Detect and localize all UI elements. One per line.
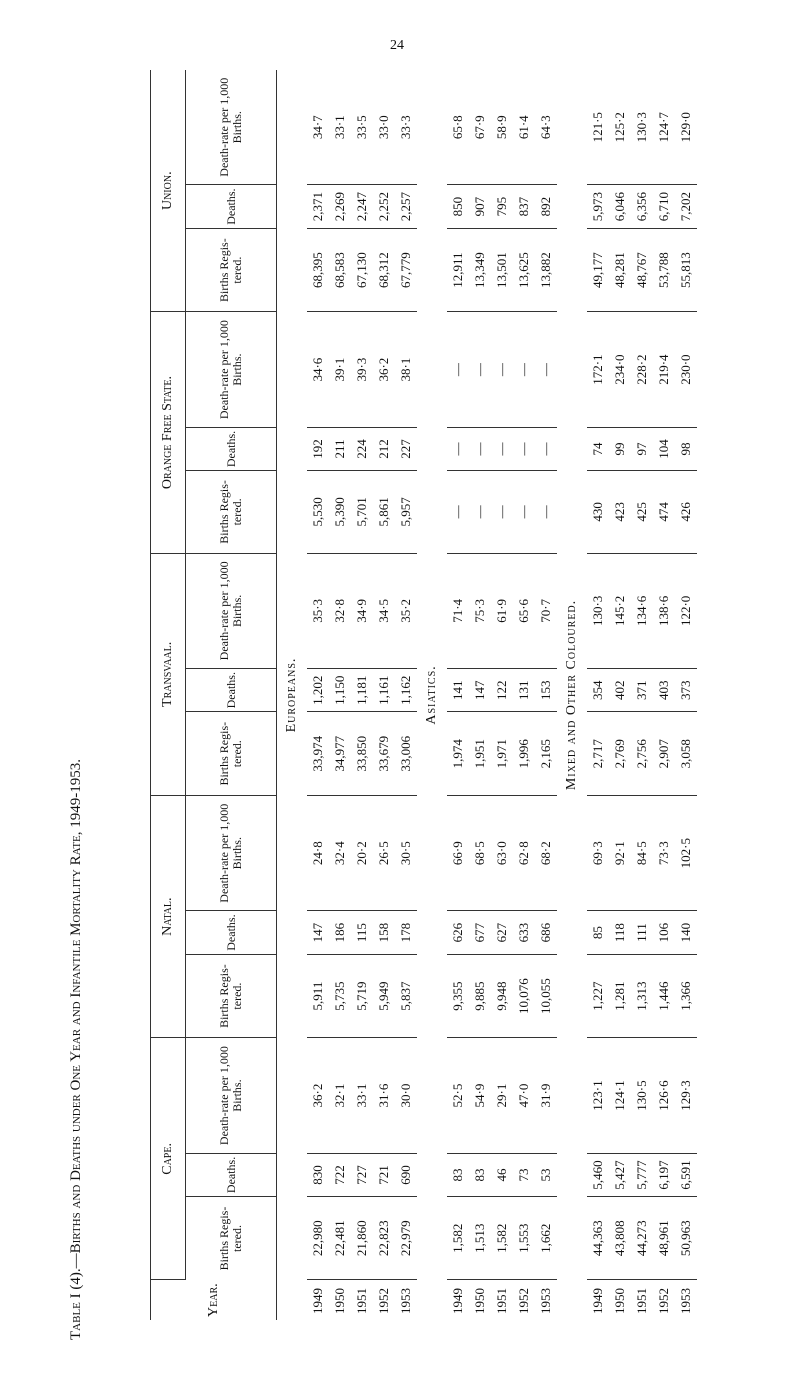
- data-cell: 68,312: [373, 228, 395, 312]
- data-cell: 1,951: [469, 712, 491, 796]
- data-cell: 1,662: [535, 1197, 557, 1280]
- data-cell: 1,202: [307, 669, 329, 712]
- data-cell: 2,371: [307, 185, 329, 228]
- table-row: [675, 70, 697, 1320]
- data-cell: 131: [513, 669, 535, 712]
- data-cell: 6,046: [609, 185, 631, 228]
- table-row: [469, 70, 491, 1320]
- table-row: [395, 70, 417, 1320]
- data-cell: 33·1: [329, 70, 351, 185]
- data-cell: 178: [395, 911, 417, 954]
- column-header-deaths: Deaths.: [186, 669, 277, 712]
- year-cell: 1949: [450, 1288, 465, 1314]
- data-cell: 73·3: [653, 796, 675, 911]
- data-cell: 677: [469, 911, 491, 954]
- data-cell: 5,427: [609, 1153, 631, 1196]
- data-cell: 68,395: [307, 228, 329, 312]
- table-row: [587, 70, 609, 1320]
- data-cell: 34,977: [329, 712, 351, 796]
- data-cell: 33,974: [307, 712, 329, 796]
- data-cell: 147: [469, 669, 491, 712]
- data-cell: 38·1: [395, 312, 417, 427]
- data-cell: —: [535, 427, 557, 470]
- data-cell: 48,767: [631, 228, 653, 312]
- data-cell: 172·1: [587, 312, 609, 427]
- data-cell: 34·5: [373, 553, 395, 668]
- data-cell: 20·2: [351, 796, 373, 911]
- group-row: [557, 70, 587, 1320]
- data-cell: 21,860: [351, 1197, 373, 1280]
- data-cell: 130·3: [631, 70, 653, 185]
- data-cell: —: [469, 471, 491, 554]
- data-cell: 99: [609, 427, 631, 470]
- data-cell: 9,355: [447, 954, 469, 1038]
- data-cell: 67·9: [469, 70, 491, 185]
- data-cell: 102·5: [675, 796, 697, 911]
- data-cell: 52·5: [447, 1038, 469, 1153]
- data-cell: 5,530: [307, 471, 329, 554]
- data-cell: 83: [447, 1153, 469, 1196]
- data-cell: 426: [675, 471, 697, 554]
- data-cell: 686: [535, 911, 557, 954]
- table-row: [491, 70, 513, 1320]
- data-cell: 29·1: [491, 1038, 513, 1153]
- year-cell: 1950: [472, 1288, 487, 1314]
- data-cell: 70·7: [535, 553, 557, 668]
- data-cell: 373: [675, 669, 697, 712]
- column-header-row: [186, 70, 277, 1320]
- data-cell: 1,181: [351, 669, 373, 712]
- data-cell: 44,273: [631, 1197, 653, 1280]
- year-cell: 1952: [656, 1288, 671, 1314]
- data-cell: 1,971: [491, 712, 513, 796]
- column-header-rate: Death-rate per 1,000 Births.: [186, 70, 277, 185]
- data-cell: 85: [587, 911, 609, 954]
- data-cell: 67,779: [395, 228, 417, 312]
- year-cell: 1950: [332, 1288, 347, 1314]
- data-cell: 627: [491, 911, 513, 954]
- data-cell: 430: [587, 471, 609, 554]
- data-cell: 69·3: [587, 796, 609, 911]
- data-cell: 75·3: [469, 553, 491, 668]
- data-cell: 124·7: [653, 70, 675, 185]
- table-row: [631, 70, 653, 1320]
- data-cell: 48,281: [609, 228, 631, 312]
- data-cell: —: [491, 427, 513, 470]
- data-cell: 6,591: [675, 1153, 697, 1196]
- data-cell: 55,813: [675, 228, 697, 312]
- data-cell: 13,625: [513, 228, 535, 312]
- data-cell: 98: [675, 427, 697, 470]
- data-cell: 1,281: [609, 954, 631, 1038]
- data-cell: 22,823: [373, 1197, 395, 1280]
- data-cell: 2,165: [535, 712, 557, 796]
- data-cell: 907: [469, 185, 491, 228]
- data-cell: 33·0: [373, 70, 395, 185]
- data-cell: 2,717: [587, 712, 609, 796]
- data-cell: 134·6: [631, 553, 653, 668]
- data-cell: 84·5: [631, 796, 653, 911]
- data-cell: 32·4: [329, 796, 351, 911]
- column-header-rate: Death-rate per 1,000 Births.: [186, 312, 277, 427]
- data-cell: 48,961: [653, 1197, 675, 1280]
- province-header-row: [151, 70, 186, 1320]
- data-cell: 186: [329, 911, 351, 954]
- data-cell: 67,130: [351, 228, 373, 312]
- data-cell: 830: [307, 1153, 329, 1196]
- column-header-deaths: Deaths.: [186, 427, 277, 470]
- year-cell: 1952: [376, 1288, 391, 1314]
- column-header-deaths: Deaths.: [186, 1153, 277, 1196]
- data-cell: 1,227: [587, 954, 609, 1038]
- data-cell: 115: [351, 911, 373, 954]
- data-cell: 6,197: [653, 1153, 675, 1196]
- data-cell: 83: [469, 1153, 491, 1196]
- column-header-births: Births Regis-tered.: [186, 228, 277, 312]
- data-cell: 5,957: [395, 471, 417, 554]
- data-cell: 403: [653, 669, 675, 712]
- data-cell: 130·5: [631, 1038, 653, 1153]
- data-cell: 2,769: [609, 712, 631, 796]
- mortality-table: [150, 70, 697, 1320]
- data-cell: 13,349: [469, 228, 491, 312]
- data-cell: 97: [631, 427, 653, 470]
- data-cell: 130·3: [587, 553, 609, 668]
- data-cell: 1,513: [469, 1197, 491, 1280]
- table-row: [373, 70, 395, 1320]
- data-cell: 147: [307, 911, 329, 954]
- data-cell: 3,058: [675, 712, 697, 796]
- data-cell: 68·5: [469, 796, 491, 911]
- column-header-births: Births Regis-tered.: [186, 954, 277, 1038]
- data-cell: —: [447, 312, 469, 427]
- group-label: Asiatics.: [424, 665, 439, 725]
- data-cell: 2,907: [653, 712, 675, 796]
- data-cell: 129·0: [675, 70, 697, 185]
- year-cell: 1953: [538, 1288, 553, 1314]
- table-row: [447, 70, 469, 1320]
- table-row: [609, 70, 631, 1320]
- data-cell: 74: [587, 427, 609, 470]
- data-cell: 68,583: [329, 228, 351, 312]
- column-header-births: Births Regis-tered.: [186, 1197, 277, 1280]
- data-cell: 65·8: [447, 70, 469, 185]
- data-cell: 192: [307, 427, 329, 470]
- data-cell: 354: [587, 669, 609, 712]
- data-cell: 33,679: [373, 712, 395, 796]
- data-cell: 54·9: [469, 1038, 491, 1153]
- data-cell: —: [491, 471, 513, 554]
- data-cell: 1,996: [513, 712, 535, 796]
- data-cell: 474: [653, 471, 675, 554]
- data-cell: 63·0: [491, 796, 513, 911]
- data-cell: 32·8: [329, 553, 351, 668]
- data-cell: 423: [609, 471, 631, 554]
- data-cell: 2,269: [329, 185, 351, 228]
- data-cell: 32·1: [329, 1038, 351, 1153]
- page-number: 24: [390, 38, 404, 53]
- data-cell: 1,582: [447, 1197, 469, 1280]
- data-cell: —: [469, 312, 491, 427]
- province-header-transvaal: Transvaal.: [151, 553, 186, 795]
- data-cell: 22,979: [395, 1197, 417, 1280]
- data-cell: 1,974: [447, 712, 469, 796]
- column-header-rate: Death-rate per 1,000 Births.: [186, 553, 277, 668]
- year-cell: 1950: [612, 1288, 627, 1314]
- data-cell: 850: [447, 185, 469, 228]
- year-cell: 1951: [494, 1288, 509, 1314]
- year-cell: 1951: [354, 1288, 369, 1314]
- data-cell: 1,313: [631, 954, 653, 1038]
- data-cell: 31·9: [535, 1038, 557, 1153]
- data-cell: 10,076: [513, 954, 535, 1038]
- data-cell: 1,366: [675, 954, 697, 1038]
- data-cell: 33·1: [351, 1038, 373, 1153]
- data-cell: 1,553: [513, 1197, 535, 1280]
- table-row: [351, 70, 373, 1320]
- data-cell: 53,788: [653, 228, 675, 312]
- group-label: Mixed and Other Coloured.: [564, 599, 579, 791]
- data-cell: —: [469, 427, 491, 470]
- year-cell: 1949: [590, 1288, 605, 1314]
- data-cell: 61·9: [491, 553, 513, 668]
- data-cell: 73: [513, 1153, 535, 1196]
- province-header-natal: Natal.: [151, 796, 186, 1038]
- data-cell: 9,885: [469, 954, 491, 1038]
- group-row: [277, 70, 308, 1320]
- data-cell: 33,850: [351, 712, 373, 796]
- data-cell: 141: [447, 669, 469, 712]
- data-cell: 145·2: [609, 553, 631, 668]
- data-cell: 1,446: [653, 954, 675, 1038]
- data-cell: 47·0: [513, 1038, 535, 1153]
- data-cell: 892: [535, 185, 557, 228]
- table-row: [653, 70, 675, 1320]
- data-cell: 5,973: [587, 185, 609, 228]
- data-cell: 140: [675, 911, 697, 954]
- data-cell: 61·4: [513, 70, 535, 185]
- data-cell: 33·5: [351, 70, 373, 185]
- data-cell: 2,247: [351, 185, 373, 228]
- data-cell: 106: [653, 911, 675, 954]
- data-cell: —: [535, 312, 557, 427]
- table-row: [535, 70, 557, 1320]
- data-cell: 12,911: [447, 228, 469, 312]
- data-cell: 2,257: [395, 185, 417, 228]
- data-cell: —: [447, 427, 469, 470]
- data-cell: 64·3: [535, 70, 557, 185]
- data-cell: 1,150: [329, 669, 351, 712]
- data-cell: —: [513, 427, 535, 470]
- data-cell: 1,582: [491, 1197, 513, 1280]
- column-header-deaths: Deaths.: [186, 911, 277, 954]
- data-cell: 211: [329, 427, 351, 470]
- year-cell: 1953: [398, 1288, 413, 1314]
- column-header-births: Births Regis-tered.: [186, 712, 277, 796]
- data-cell: 30·0: [395, 1038, 417, 1153]
- data-cell: 10,055: [535, 954, 557, 1038]
- data-cell: —: [491, 312, 513, 427]
- data-cell: 13,501: [491, 228, 513, 312]
- year-cell: 1949: [310, 1288, 325, 1314]
- data-cell: 5,949: [373, 954, 395, 1038]
- data-cell: 633: [513, 911, 535, 954]
- data-cell: 2,756: [631, 712, 653, 796]
- year-cell: 1953: [678, 1288, 693, 1314]
- column-header-rate: Death-rate per 1,000 Births.: [186, 1038, 277, 1153]
- data-cell: 5,837: [395, 954, 417, 1038]
- data-cell: 92·1: [609, 796, 631, 911]
- data-cell: 36·2: [307, 1038, 329, 1153]
- data-cell: 68·2: [535, 796, 557, 911]
- data-cell: 44,363: [587, 1197, 609, 1280]
- data-cell: 1,162: [395, 669, 417, 712]
- data-cell: 6,356: [631, 185, 653, 228]
- data-cell: 6,710: [653, 185, 675, 228]
- data-cell: 62·8: [513, 796, 535, 911]
- data-cell: 721: [373, 1153, 395, 1196]
- data-cell: 1,161: [373, 669, 395, 712]
- data-cell: 5,861: [373, 471, 395, 554]
- data-cell: 795: [491, 185, 513, 228]
- year-cell: 1951: [634, 1288, 649, 1314]
- data-cell: —: [513, 312, 535, 427]
- data-cell: 43,808: [609, 1197, 631, 1280]
- data-cell: 690: [395, 1153, 417, 1196]
- column-header-deaths: Deaths.: [186, 185, 277, 228]
- data-cell: —: [535, 471, 557, 554]
- data-cell: 371: [631, 669, 653, 712]
- data-cell: 13,882: [535, 228, 557, 312]
- data-cell: 224: [351, 427, 373, 470]
- data-cell: 33·3: [395, 70, 417, 185]
- year-header: Year.: [151, 1280, 277, 1320]
- data-cell: 22,980: [307, 1197, 329, 1280]
- table-title: Table I (4).—Births and Deaths under One Year and Infantile Mortality Rate, 1949-1953.: [68, 758, 84, 1340]
- data-cell: —: [447, 471, 469, 554]
- rotated-table-wrapper: [150, 70, 693, 1320]
- data-cell: 2,252: [373, 185, 395, 228]
- data-cell: 46: [491, 1153, 513, 1196]
- data-cell: 425: [631, 471, 653, 554]
- data-cell: 31·6: [373, 1038, 395, 1153]
- data-cell: 36·2: [373, 312, 395, 427]
- data-cell: 34·9: [351, 553, 373, 668]
- data-cell: 122: [491, 669, 513, 712]
- data-cell: 35·2: [395, 553, 417, 668]
- data-cell: 126·6: [653, 1038, 675, 1153]
- province-header-ofs: Orange Free State.: [151, 312, 186, 553]
- data-cell: 39·1: [329, 312, 351, 427]
- data-cell: 402: [609, 669, 631, 712]
- data-cell: 727: [351, 1153, 373, 1196]
- column-header-rate: Death-rate per 1,000 Births.: [186, 796, 277, 911]
- data-cell: 123·1: [587, 1038, 609, 1153]
- data-cell: 722: [329, 1153, 351, 1196]
- table-row: [329, 70, 351, 1320]
- data-cell: 26·5: [373, 796, 395, 911]
- data-cell: 65·6: [513, 553, 535, 668]
- data-cell: 228·2: [631, 312, 653, 427]
- data-cell: 230·0: [675, 312, 697, 427]
- data-cell: 33,006: [395, 712, 417, 796]
- table-row: [307, 70, 329, 1320]
- data-cell: 50,963: [675, 1197, 697, 1280]
- data-cell: 5,701: [351, 471, 373, 554]
- data-cell: —: [513, 471, 535, 554]
- data-cell: 234·0: [609, 312, 631, 427]
- group-row: [417, 70, 447, 1320]
- data-cell: 111: [631, 911, 653, 954]
- data-cell: 53: [535, 1153, 557, 1196]
- table-body: [277, 70, 698, 1320]
- data-cell: 5,719: [351, 954, 373, 1038]
- data-cell: 158: [373, 911, 395, 954]
- data-cell: 124·1: [609, 1038, 631, 1153]
- data-cell: 138·6: [653, 553, 675, 668]
- data-cell: 837: [513, 185, 535, 228]
- data-cell: 5,735: [329, 954, 351, 1038]
- data-cell: 626: [447, 911, 469, 954]
- data-cell: 30·5: [395, 796, 417, 911]
- data-cell: 24·8: [307, 796, 329, 911]
- data-cell: 104: [653, 427, 675, 470]
- data-cell: 66·9: [447, 796, 469, 911]
- data-cell: 212: [373, 427, 395, 470]
- data-cell: 5,911: [307, 954, 329, 1038]
- data-cell: 219·4: [653, 312, 675, 427]
- data-cell: 39·3: [351, 312, 373, 427]
- year-cell: 1952: [516, 1288, 531, 1314]
- data-cell: 118: [609, 911, 631, 954]
- province-header-union: Union.: [151, 70, 186, 312]
- data-cell: 35·3: [307, 553, 329, 668]
- data-cell: 129·3: [675, 1038, 697, 1153]
- data-cell: 49,177: [587, 228, 609, 312]
- data-cell: 9,948: [491, 954, 513, 1038]
- data-cell: 22,481: [329, 1197, 351, 1280]
- table-row: [513, 70, 535, 1320]
- data-cell: 58·9: [491, 70, 513, 185]
- data-cell: 34·6: [307, 312, 329, 427]
- data-cell: 7,202: [675, 185, 697, 228]
- data-cell: 227: [395, 427, 417, 470]
- data-cell: 71·4: [447, 553, 469, 668]
- province-header-cape: Cape.: [151, 1038, 186, 1280]
- data-cell: 121·5: [587, 70, 609, 185]
- data-cell: 5,777: [631, 1153, 653, 1196]
- data-cell: 125·2: [609, 70, 631, 185]
- data-cell: 5,390: [329, 471, 351, 554]
- data-cell: 34·7: [307, 70, 329, 185]
- data-cell: 5,460: [587, 1153, 609, 1196]
- column-header-births: Births Regis-tered.: [186, 471, 277, 554]
- data-cell: 122·0: [675, 553, 697, 668]
- data-cell: 153: [535, 669, 557, 712]
- group-label: Europeans.: [284, 657, 299, 733]
